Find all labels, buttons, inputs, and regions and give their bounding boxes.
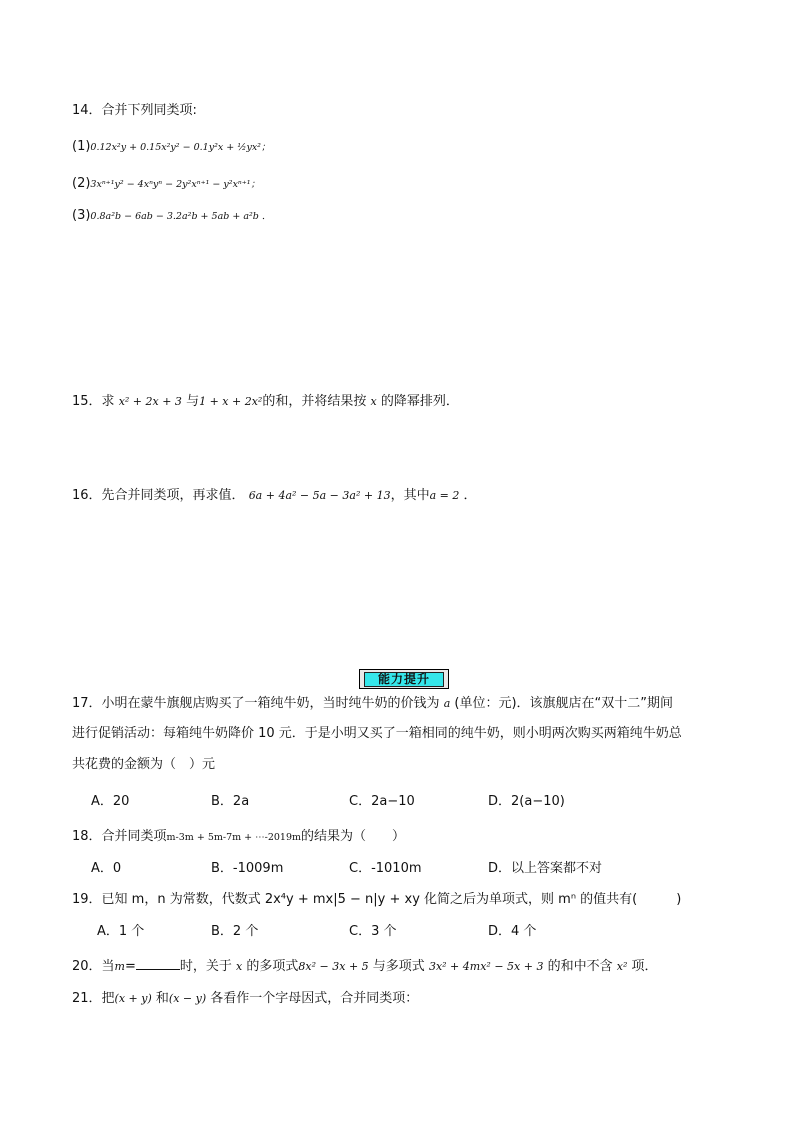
q18-text-a: 18．合并同类项 — [72, 829, 167, 844]
q20-text-f: 项． — [631, 959, 658, 974]
q20-variable-m: m — [114, 960, 125, 973]
q20-equals: = — [124, 959, 136, 974]
q16-text-c: ． — [463, 488, 477, 503]
q16-text-b: ，其中 — [390, 488, 430, 503]
q20-line — [72, 957, 658, 975]
q14-part2-label: (2) — [72, 176, 91, 191]
q16-condition: a = 2 — [429, 489, 460, 502]
q20-text-a: 20．当 — [72, 959, 115, 974]
q19-option-c: C．3 个 — [349, 924, 397, 939]
q21-text-b: 和 — [155, 991, 169, 1006]
q14-part1-label: (1) — [72, 139, 91, 154]
q17-option-a: A．20 — [91, 794, 130, 809]
q14-part3-label: (3) — [72, 208, 91, 223]
q19-option-d: D．4 个 — [488, 924, 537, 939]
q17-option-c: C．2a−10 — [349, 794, 415, 809]
q15-text-b: 与 — [186, 394, 200, 409]
q17-option-b: B．2a — [211, 794, 250, 809]
q17-option-d: D．2(a−10) — [488, 794, 565, 809]
q14-part2 — [72, 176, 260, 193]
q14-part1-expression: 0.12x²y + 0.15x²y² − 0.1y²x + ½yx²； — [90, 142, 271, 153]
q21-expression-2: (x − y) — [168, 992, 207, 1005]
q14-part3 — [72, 208, 271, 225]
q15-expression-1: x² + 2x + 3 — [118, 395, 182, 408]
q16-text-a: 16．先合并同类项，再求值． — [72, 488, 245, 503]
q15-line — [72, 394, 459, 410]
q20-answer-blank[interactable] — [136, 957, 180, 970]
q17-text-b: (单位：元)．该旗舰店在“双十二”期间 — [454, 696, 674, 711]
q18-option-c: C．-1010m — [349, 861, 422, 876]
q15-expression-2: 1 + x + 2x² — [199, 395, 263, 408]
q18-option-b: B．-1009m — [211, 861, 284, 876]
q16-expression: 6a + 4a² − 5a − 3a² + 13 — [248, 489, 391, 502]
q20-text-e: 的和中不含 — [547, 959, 613, 974]
q20-text-b: 时，关于 — [179, 959, 232, 974]
q19-option-b: B．2 个 — [211, 924, 259, 939]
q18-option-a: A．0 — [91, 861, 122, 876]
q15-text-d: 的降幂排列． — [380, 394, 459, 409]
q18-line — [72, 829, 405, 846]
q17-line-3: 共花费的金额为（ ）元 — [72, 757, 216, 772]
q15-text-a: 15．求 — [72, 394, 115, 409]
q21-text-a: 21．把 — [72, 991, 115, 1006]
q20-expression-1: 8x² − 3x + 5 — [298, 960, 369, 973]
q21-line — [72, 991, 418, 1007]
q17-text-a: 17．小明在蒙牛旗舰店购买了一箱纯牛奶，当时纯牛奶的价钱为 — [72, 696, 440, 711]
q20-text-d: 与多项式 — [372, 959, 425, 974]
q14-stem: 14．合并下列同类项: — [72, 103, 197, 118]
q15-variable: x — [370, 395, 377, 408]
q14-part2-expression: 3xⁿ⁺¹y² − 4xⁿyⁿ − 2y²xⁿ⁺¹ − y²xⁿ⁺¹； — [90, 179, 261, 190]
q20-text-c: 的多项式 — [246, 959, 299, 974]
q17-variable: a — [443, 697, 451, 710]
q15-text-c: 的和，并将结果按 — [262, 394, 367, 409]
q18-expression: m-3m + 5m-7m + ⋯-2019m — [166, 832, 302, 843]
q16-line — [72, 488, 477, 504]
q14-part1 — [72, 139, 270, 156]
q20-term: x² — [616, 960, 628, 973]
q19-option-a: A．1 个 — [97, 924, 145, 939]
q21-expression-1: (x + y) — [114, 992, 152, 1005]
q20-expression-2: 3x² + 4mx² − 5x + 3 — [428, 960, 544, 973]
q21-text-c: 各看作一个字母因式，合并同类项： — [210, 991, 419, 1006]
section-badge-label: 能力提升 — [364, 672, 444, 687]
section-badge — [359, 669, 449, 689]
q17-line-2: 进行促销活动：每箱纯牛奶降价 10 元．于是小明又买了一箱相同的纯牛奶，则小明两次购买两箱纯牛奶总 — [72, 726, 682, 741]
q14-part3-expression: 0.8a²b − 6ab − 3.2a²b + 5ab + a²b ． — [90, 211, 272, 222]
q19-line: 19．已知 m，n 为常数，代数式 2x⁴y + mx|5 − n|y + xy 化简之后为单项式，则 mⁿ 的值共有( ) — [72, 892, 682, 907]
q18-text-b: 的结果为（ ） — [301, 829, 406, 844]
q17-line-1 — [72, 696, 673, 712]
q20-variable-x: x — [236, 960, 243, 973]
q18-option-d: D．以上答案都不对 — [488, 861, 603, 876]
